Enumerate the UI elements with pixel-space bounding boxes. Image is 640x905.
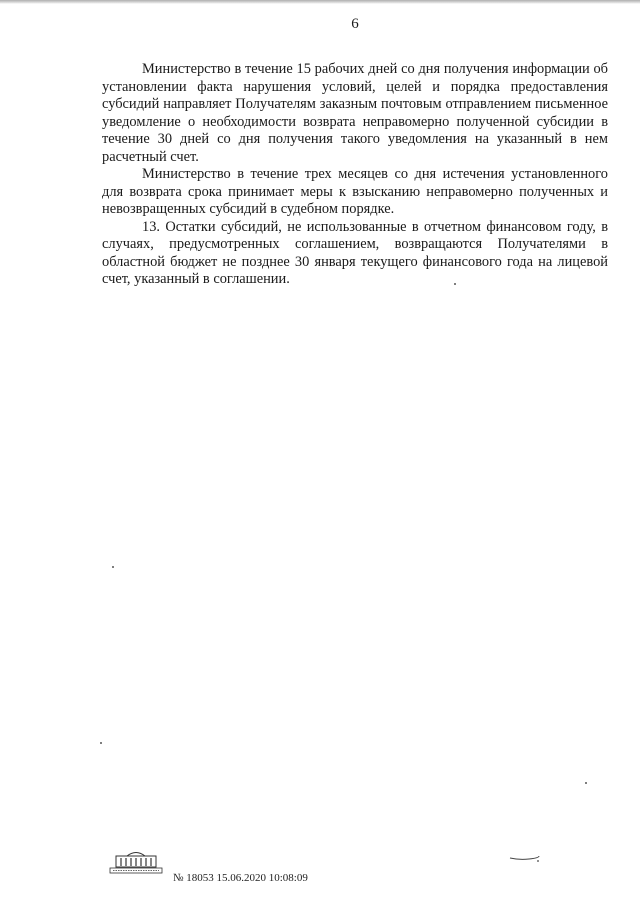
scan-dust	[100, 742, 102, 744]
scan-edge	[0, 0, 640, 4]
registration-number-timestamp: № 18053 15.06.2020 10:08:09	[173, 872, 308, 884]
scan-dust	[112, 566, 114, 568]
paragraph-unused-balances: 13. Остатки субсидий, не использованные в отчетном финансовом году, в случаях, предусмотренных соглашением, возвращаются Получателями в областной бюджет не позднее 30 января текущего финансового года на лицевой счет, указанный в соглашении.	[102, 218, 608, 287]
scan-artifact-mark	[509, 853, 541, 863]
document-footer	[107, 850, 527, 890]
paragraph-court-recovery: Министерство в течение трех месяцев со дня истечения установленного для возврата срока принимает меры к взысканию неправомерно полученных и невозвращенных субсидий в судебном порядке.	[102, 166, 608, 217]
paragraph-notification: Министерство в течение 15 рабочих дней со дня получения информации об установлении факта нарушения условий, целей и порядка предоставления субсидий направляет Получателям заказным почтовым отправлением письменное уведомление о необходимости возврата неправомерно полученной субсидии в течение 30 дней со дня получения такого уведомления на указанный в нем расчетный счет.	[102, 61, 608, 165]
scan-dust	[585, 782, 587, 784]
scan-dust	[454, 283, 456, 285]
page-number: 6	[351, 16, 359, 32]
government-building-stamp-icon	[107, 850, 165, 874]
document-body	[102, 61, 608, 289]
